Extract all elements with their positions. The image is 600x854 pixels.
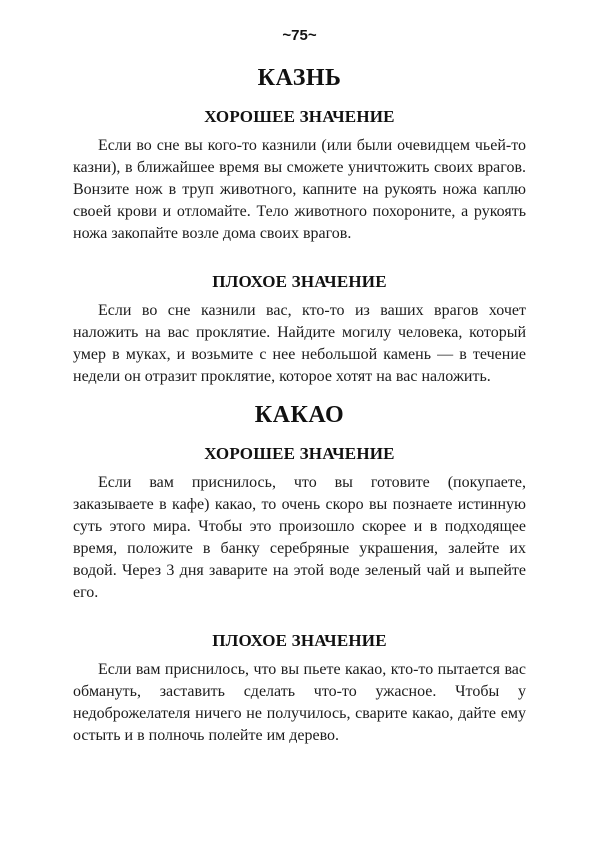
kazn-bad-meaning-heading: ПЛОХОЕ ЗНАЧЕНИЕ [212, 272, 387, 291]
kakao-bad-meaning-text: Если вам приснилось, что вы пьете какао, кто-то пытается вас обмануть, заставить сделать что-то ужасное. Чтобы у недоброжелателя ничего не получилось, сварите какао, дайте ему остыть и в полночь полейте им дерево. [73, 661, 526, 744]
section-title-kazn: КАЗНЬ [257, 65, 342, 91]
kakao-good-meaning-text: Если вам приснилось, что вы готовите (покупаете, заказываете в кафе) какао, то очень скоро вы познаете истинную суть этого мира. Чтобы это произошло скорее и в подходящее время, положите в банку серебряные украшения, залейте их водой. Через 3 дня заварите на этой воде зеленый чай и выпейте его. [73, 474, 526, 601]
kazn-good-meaning-text: Если во сне вы кого-то казнили (или были очевидцем чьей-то казни), в ближайшее время вы сможете уничтожить своих врагов. Вонзите нож в труп животного, капните на рукоять ножа каплю своей крови и отломайте. Тело животного похороните, а рукоять ножа закопайте возле дома своих врагов. [73, 137, 526, 242]
kakao-good-meaning-heading: ХОРОШЕЕ ЗНАЧЕНИЕ [204, 444, 395, 463]
kakao-bad-meaning-heading: ПЛОХОЕ ЗНАЧЕНИЕ [212, 631, 387, 650]
kazn-bad-meaning-text: Если во сне казнили вас, кто-то из ваших врагов хочет наложить на вас проклятие. Найдите могилу человека, который умер в муках, и возьмите с нее небольшой камень — в течение недели он отразит проклятие, которое хотят на вас наложить. [73, 302, 526, 385]
kazn-good-meaning-heading: ХОРОШЕЕ ЗНАЧЕНИЕ [204, 107, 395, 126]
section-title-kakao: КАКАО [254, 402, 345, 428]
page-number: ~75~ [282, 27, 317, 44]
